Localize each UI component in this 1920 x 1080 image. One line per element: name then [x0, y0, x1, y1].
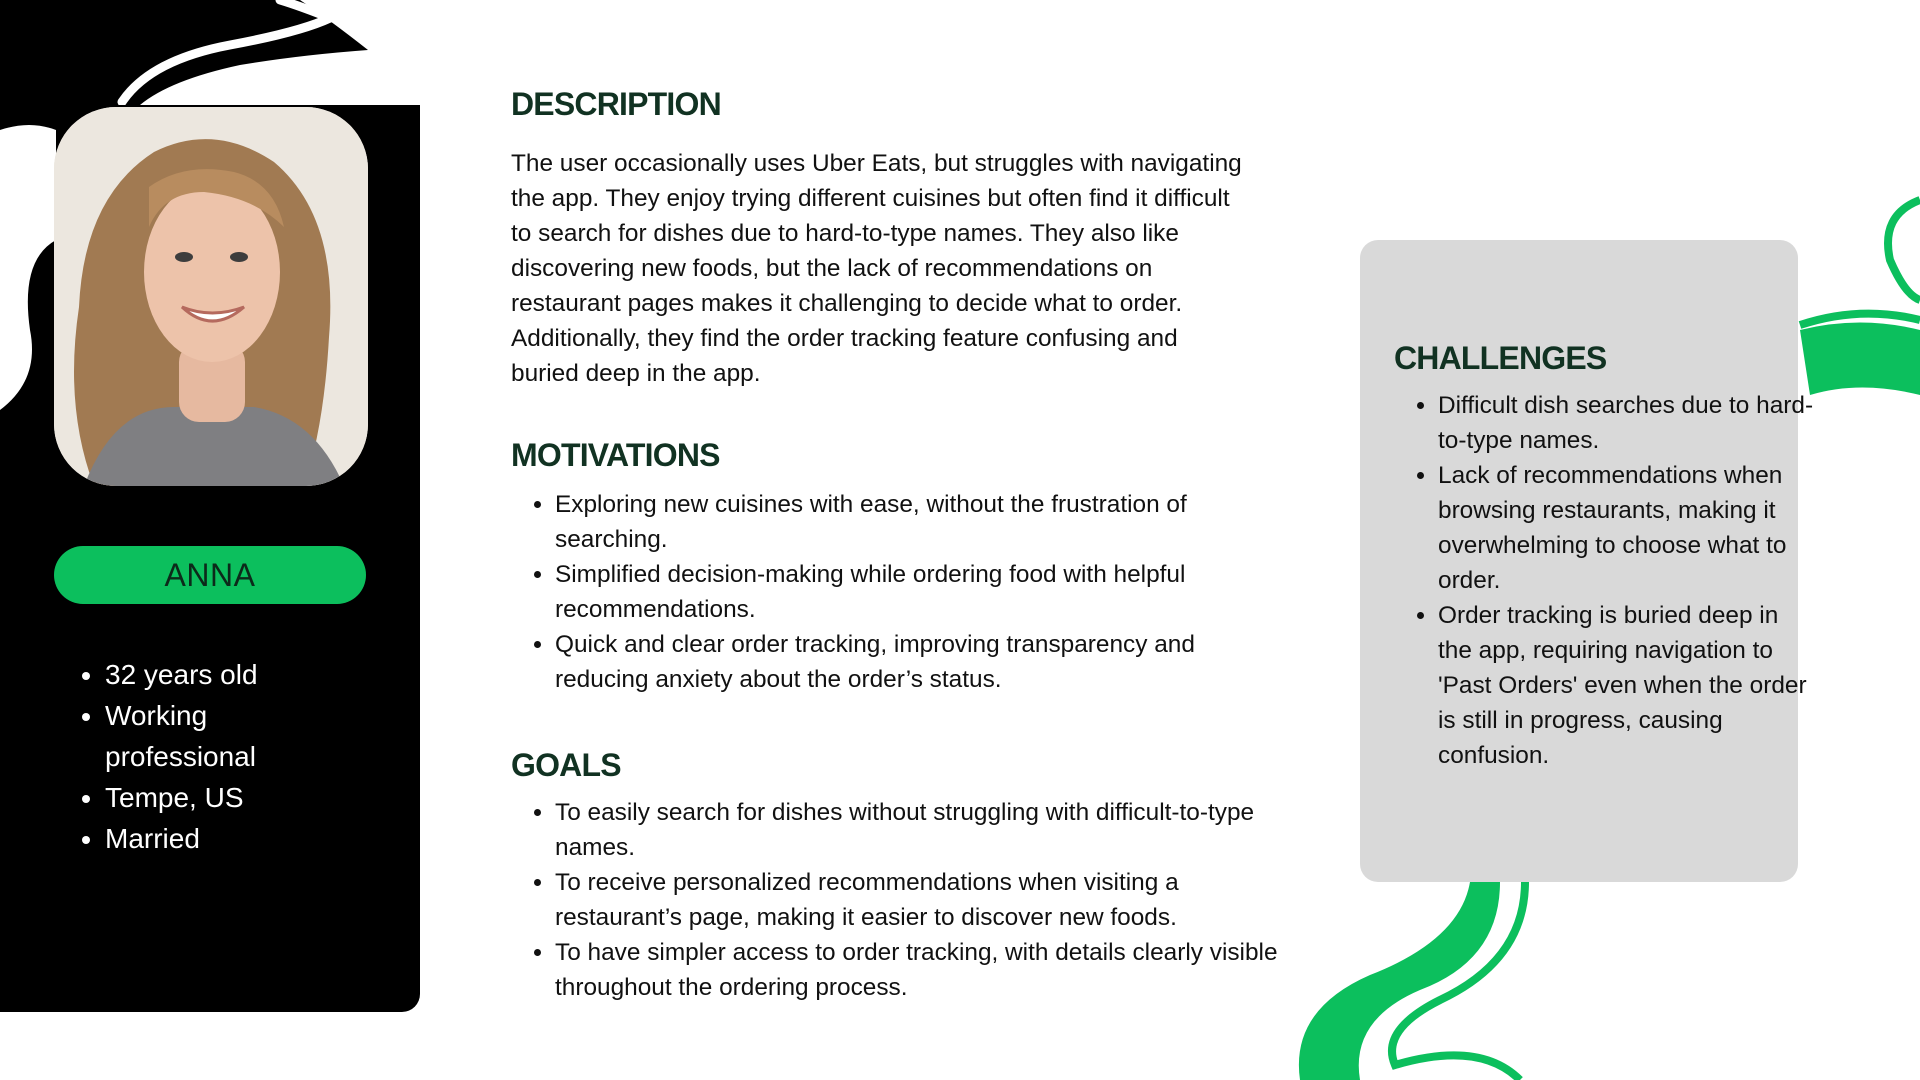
challenges-list [1394, 388, 1818, 773]
description-text: The user occasionally uses Uber Eats, but struggles with navigating the app. They enjoy trying different cuisines but often find it difficult to search for dishes due to hard-to-type names. They also like discovering new foods, but the lack of recommendations on restaurant pages makes it challenging to decide what to order. Additionally, they find the order tracking feature confusing and buried deep in the app. [511, 150, 1242, 387]
goals-heading: GOALS [511, 747, 621, 783]
persona-name: ANNA [164, 556, 256, 593]
goal-item: • To have simpler access to order tracking, with details clearly visible throughout the ordering process. [555, 935, 1290, 1005]
fact-location: • Tempe, US [105, 777, 365, 818]
motivations-heading: MOTIVATIONS [511, 437, 720, 473]
goal-item: • To easily search for dishes without struggling with difficult-to-type names. [555, 795, 1290, 865]
motivation-item: • Quick and clear order tracking, improving transparency and reducing anxiety about the order’s status. [555, 627, 1290, 697]
challenge-item: • Lack of recommendations when browsing restaurants, making it overwhelming to choose what to order. [1438, 458, 1818, 598]
motivation-item: • Exploring new cuisines with ease, without the frustration of searching. [555, 487, 1290, 557]
fact-age: • 32 years old [105, 654, 365, 695]
fact-marital-status: • Married [105, 818, 365, 859]
challenge-item: • Difficult dish searches due to hard-to-type names. [1438, 388, 1818, 458]
fact-occupation: • Working professional [105, 695, 365, 777]
challenge-item: • Order tracking is buried deep in the app, requiring navigation to 'Past Orders' even when the order is still in progress, causing confusion. [1438, 598, 1818, 773]
description-heading: DESCRIPTION [511, 86, 721, 122]
challenges-heading: CHALLENGES [1394, 340, 1607, 376]
motivation-item: • Simplified decision-making while ordering food with helpful recommendations. [555, 557, 1290, 627]
goal-item: • To receive personalized recommendations when visiting a restaurant’s page, making it easier to discover new foods. [555, 865, 1290, 935]
